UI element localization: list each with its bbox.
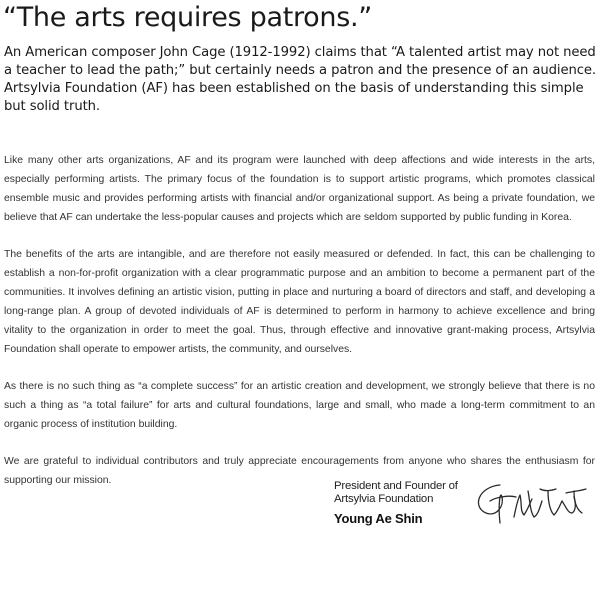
handwritten-signature-icon xyxy=(470,477,590,535)
signer-name: Young Ae Shin xyxy=(334,511,423,526)
intro-paragraph: An American composer John Cage (1912-1992) claims that “A talented artist may not need a teacher to lead the path;” but certainly needs a patron and the presence of an audience. Artsylvia Foundation (AF) has been established on the basis of understanding this simple but solid truth. xyxy=(4,45,596,114)
body-paragraph: We are grateful to individual contributors and truly appreciate encouragements from anyone who shares the enthusiasm for supporting our mission. xyxy=(4,456,595,486)
signer-organization: Artsylvia Foundation xyxy=(334,493,434,505)
body-paragraph: As there is no such thing as “a complete success” for an artistic creation and development, we strongly believe that there is no such a thing as “a total failure” for arts and cultural foundations, large and small, who made a long-term commitment to an organic process of institution building. xyxy=(4,381,595,430)
signature-block xyxy=(334,479,600,539)
body-paragraph: Like many other arts organizations, AF and its program were launched with deep affections and wide interests in the arts, especially performing artists. The primary focus of the foundation is to support artistic programs, which promotes classical ensemble music and provides performing artists with financial and/or organizational support. As being a private foundation, we believe that AF can undertake the less-popular causes and projects which are seldom supported by public funding in Korea. xyxy=(4,155,595,223)
body-paragraph: The benefits of the arts are intangible, and are therefore not easily measured or defended. In fact, this can be challenging to establish a non-for-profit organization with a clear programmatic purpose and an ambition to become a permanent part of the communities. It involves defining an artistic vision, putting in place and nurturing a board of directors and staff, and developing a long-range plan. A group of devoted individuals of AF is determined to perform in harmony to achieve excellence and bring vitality to the organization in order to meet the goal. Thus, through effective and innovative grant-making process, Artsylvia Foundation shall operate to empower artists, the community, and ourselves. xyxy=(4,249,595,355)
signer-title: President and Founder of xyxy=(334,480,458,492)
page-headline: “The arts requires patrons.” xyxy=(3,2,372,33)
body-text xyxy=(4,151,595,508)
